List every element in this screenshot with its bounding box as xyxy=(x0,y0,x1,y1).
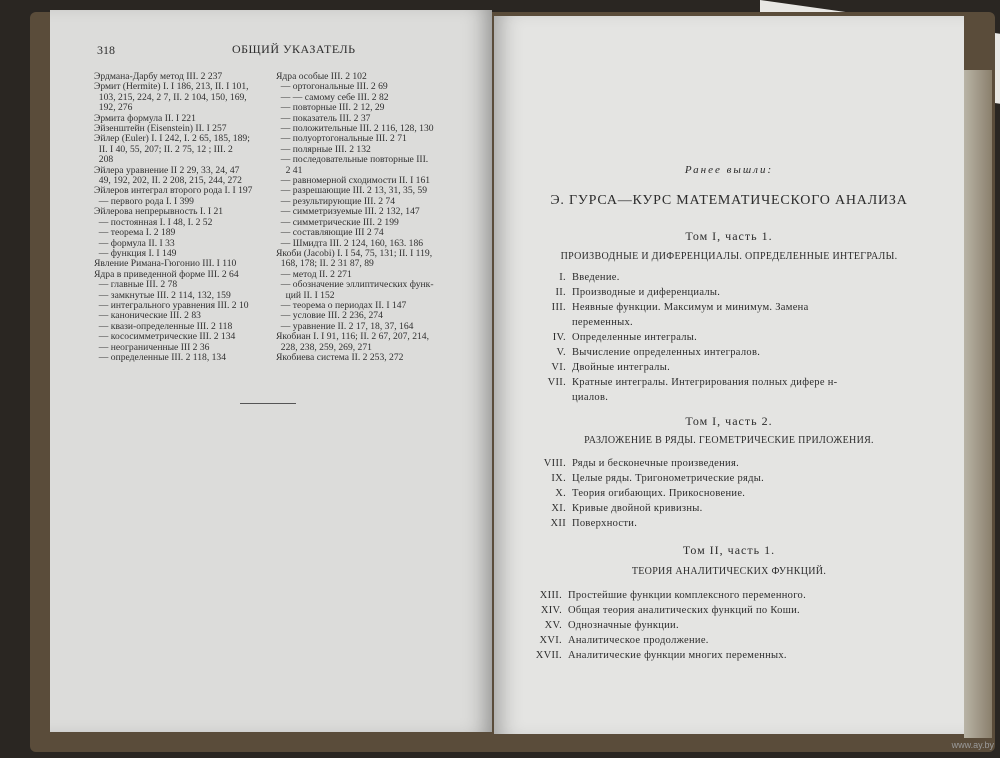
index-entry: Якоби (Jacobi) I. I 54, 75, 131; II. I 119, xyxy=(276,247,433,259)
chapter-entry xyxy=(532,390,837,405)
index-entry: — определенные III. 2 118, 134 xyxy=(94,351,227,363)
chapter-entry xyxy=(532,471,764,486)
chapter-title: Неявные функции. Максимум и минимум. Замена xyxy=(572,302,809,313)
volume-section-title: ТЕОРИЯ АНАЛИТИЧЕСКИХ ФУНКЦИЙ. xyxy=(631,566,827,577)
chapter-title: Аналитические функции многих переменных. xyxy=(568,650,787,661)
index-entry: — результирующие III. 2 74 xyxy=(276,195,396,207)
chapter-entry xyxy=(514,633,806,648)
chapter-number: IV. xyxy=(552,332,566,343)
index-entry: — ортогональные III. 2 69 xyxy=(276,81,388,93)
index-entry: — разрешающие III. 2 13, 31, 35, 59 xyxy=(276,185,428,197)
chapter-title: Двойные интегралы. xyxy=(572,362,670,373)
chapter-entry xyxy=(514,588,806,603)
chapter-title: переменных. xyxy=(572,317,633,328)
index-entry: Эйлера уравнение II 2 29, 33, 24, 47 xyxy=(94,164,240,176)
index-column-1 xyxy=(94,72,252,363)
chapter-entry xyxy=(532,516,764,531)
index-entry: — формула II. I 33 xyxy=(94,237,175,249)
index-entry: 208 xyxy=(94,154,114,166)
index-entry: Эйзенштейн (Eisenstein) II. I 257 xyxy=(94,123,227,135)
volume-section-title: РАЗЛОЖЕНИЕ В РЯДЫ. ГЕОМЕТРИЧЕСКИЕ ПРИЛОЖЕНИЯ. xyxy=(584,435,874,446)
index-entry: 49, 192, 202, II. 2 208, 215, 244, 272 xyxy=(94,175,242,187)
chapter-number: VII. xyxy=(547,377,566,388)
index-entry: Якобиева система II. 2 253, 272 xyxy=(276,351,404,363)
index-entry: — главные III. 2 78 xyxy=(94,279,178,291)
page-edges xyxy=(964,70,992,738)
index-entry: — неограниченные III 2 36 xyxy=(94,341,210,353)
index-entry: — симметрические III. 2 199 xyxy=(276,216,399,228)
index-entry: — Шмидта III. 2 124, 160, 163. 186 xyxy=(276,237,424,249)
chapter-entry xyxy=(532,315,837,330)
chapter-entry xyxy=(532,270,837,285)
chapter-entry xyxy=(532,456,764,471)
chapter-entry xyxy=(532,501,764,516)
chapter-number: XV. xyxy=(544,620,562,631)
index-entry: — функция I. I 149 xyxy=(94,247,177,259)
index-entry: Эрмит (Hermite) I. I 186, 213, II. I 101, xyxy=(94,81,249,93)
index-entry: — интегрального уравнения III. 2 10 xyxy=(94,299,249,311)
index-entry: Якобиан I. I 91, 116; II. 2 67, 207, 214, xyxy=(276,331,429,343)
chapter-number: III. xyxy=(551,302,566,313)
chapter-entry xyxy=(514,603,806,618)
index-entry: — теорема о периодах II. I 147 xyxy=(276,299,407,311)
index-entry: — составляющие III 2 74 xyxy=(276,227,384,239)
volume-heading: Том II, часть 1. xyxy=(682,543,776,557)
chapter-entry xyxy=(532,486,764,501)
chapter-title: Теория огибающих. Прикосновение. xyxy=(572,488,746,499)
chapter-number: XVI. xyxy=(539,635,562,646)
index-entry: — положительные III. 2 116, 128, 130 xyxy=(276,123,434,135)
index-entry: — равномерной сходимости II. I 161 xyxy=(276,175,431,187)
chapter-number: XIII. xyxy=(539,590,562,601)
course-title: Э. ГУРСА—КУРС МАТЕМАТИЧЕСКОГО АНАЛИЗА xyxy=(550,193,908,208)
index-entry: — первого рода I. I 399 xyxy=(94,195,194,207)
chapter-title: Кривые двойной кривизны. xyxy=(572,503,703,514)
index-entry: — повторные III. 2 12, 29 xyxy=(276,102,385,114)
chapter-title: циалов. xyxy=(572,392,609,403)
index-entry: — кососимметрические III. 2 134 xyxy=(94,331,236,343)
index-entry: Ядра особые III. 2 102 xyxy=(276,71,367,82)
index-entry: — метод II. 2 271 xyxy=(276,268,352,280)
volume-heading: Том I, часть 1. xyxy=(685,229,773,243)
index-entry: Ядра в приведенной форме III. 2 64 xyxy=(94,268,239,280)
chapter-number: X. xyxy=(555,488,566,499)
chapter-title: Определенные интегралы. xyxy=(572,332,698,343)
volume-section-title: ПРОИЗВОДНЫЕ И ДИФЕРЕНЦИАЛЫ. ОПРЕДЕЛЕННЫЕ ИНТЕГРАЛЫ. xyxy=(560,251,898,262)
index-entry: 103, 215, 224, 2 7, II. 2 104, 150, 169, xyxy=(94,91,247,103)
index-entry: II. I 40, 55, 207; II. 2 75, 12 ; III. 2 xyxy=(94,143,233,155)
index-entry: 228, 238, 259, 269, 271 xyxy=(276,341,372,353)
chapter-entry xyxy=(532,360,837,375)
index-entry: — уравнение II. 2 17, 18, 37, 164 xyxy=(276,320,414,332)
chapter-title: Введение. xyxy=(572,272,620,283)
chapter-title: Аналитическое продолжение. xyxy=(568,635,709,646)
index-entry: 2 41 xyxy=(276,164,303,176)
index-entry: 168, 178; II. 2 31 87, 89 xyxy=(276,258,374,270)
chapter-title: Кратные интегралы. Интегрирования полных дифере н- xyxy=(572,377,838,388)
index-entry: Эйлерова непрерывность I. I 21 xyxy=(94,206,224,218)
chapter-list xyxy=(532,456,764,531)
index-entry: — постоянная I. I 48, I. 2 52 xyxy=(94,216,213,228)
end-rule xyxy=(240,403,296,404)
watermark: www.ay.by xyxy=(951,740,994,750)
index-entry: Эрдмана-Дарбу метод III. 2 237 xyxy=(94,71,223,82)
index-entry: — — самому себе III. 2 82 xyxy=(276,91,389,103)
chapter-number xyxy=(532,390,572,405)
chapter-title: Ряды и бесконечные произведения. xyxy=(572,458,739,469)
index-entry: Эрмита формула II. I 221 xyxy=(94,112,196,124)
chapter-title: Общая теория аналитических функций по Коши. xyxy=(568,605,800,616)
chapter-number: VI. xyxy=(551,362,566,373)
index-entry: — обозначение эллиптических функ- xyxy=(276,279,434,291)
index-entry: — полярные III. 2 132 xyxy=(276,143,371,155)
index-entry: — последовательные повторные III. xyxy=(276,154,429,166)
index-entry: Явление Римана-Гюгонио III. I 110 xyxy=(94,258,237,270)
chapter-title: Простейшие функции комплексного переменного. xyxy=(568,590,807,601)
index-entry: ций II. I 152 xyxy=(276,289,335,301)
chapter-number: VIII. xyxy=(543,458,566,469)
index-entry: Эйлеров интеграл второго рода I. I 197 xyxy=(94,185,253,197)
index-entry: — квази-определенные III. 2 118 xyxy=(94,320,233,332)
index-entry: — канонические III. 2 83 xyxy=(94,310,201,322)
chapter-number xyxy=(532,315,572,330)
chapter-number: XVII. xyxy=(535,650,562,661)
volume-heading: Том I, часть 2. xyxy=(685,414,773,428)
chapter-entry xyxy=(532,345,837,360)
chapter-entry xyxy=(532,300,837,315)
index-entry: Эйлер (Euler) I. I 242, I. 2 65, 185, 189; xyxy=(94,133,250,145)
index-entry: 192, 276 xyxy=(94,102,133,114)
running-head: ОБЩИЙ УКАЗАТЕЛЬ xyxy=(232,42,356,56)
chapter-entry xyxy=(532,375,837,390)
chapter-number: XI. xyxy=(551,503,566,514)
chapter-title: Вычисление определенных интегралов. xyxy=(572,347,761,358)
chapter-entry xyxy=(514,648,806,663)
chapter-title: Производные и диференциалы. xyxy=(572,287,721,298)
chapter-entry xyxy=(532,330,837,345)
chapter-list xyxy=(532,270,837,405)
chapter-list xyxy=(514,588,806,663)
index-entry: — замкнутые III. 2 114, 132, 159 xyxy=(94,289,231,301)
chapter-number: I. xyxy=(559,272,566,283)
chapter-number: V. xyxy=(556,347,566,358)
earlier-published-heading: Ранее вышли: xyxy=(684,164,774,176)
index-column-2 xyxy=(276,72,434,363)
chapter-entry xyxy=(532,285,837,300)
chapter-number: XIV. xyxy=(540,605,562,616)
chapter-number: II. xyxy=(555,287,566,298)
index-entry: — симметризуемые III. 2 132, 147 xyxy=(276,206,420,218)
chapter-title: Однозначные функции. xyxy=(568,620,679,631)
index-entry: — показатель III. 2 37 xyxy=(276,112,371,124)
chapter-title: Поверхности. xyxy=(572,518,638,529)
page-number: 318 xyxy=(97,43,115,57)
chapter-number: IX. xyxy=(551,473,566,484)
chapter-entry xyxy=(514,618,806,633)
index-entry: — теорема I. 2 189 xyxy=(94,227,176,239)
chapter-title: Целые ряды. Тригонометрические ряды. xyxy=(572,473,765,484)
index-entry: — условие III. 2 236, 274 xyxy=(276,310,383,322)
chapter-number: XII xyxy=(550,518,566,529)
index-entry: — полуортогональные III. 2 71 xyxy=(276,133,407,145)
